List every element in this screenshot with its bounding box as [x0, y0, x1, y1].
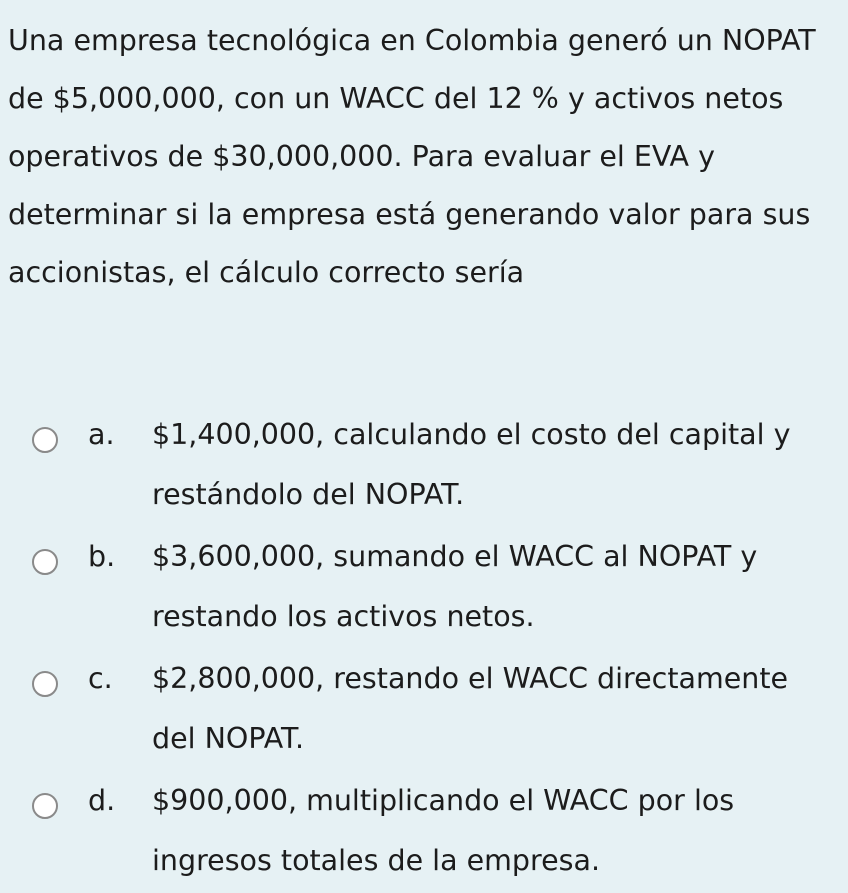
- radio-button-b[interactable]: [32, 549, 58, 575]
- option-letter: b.: [88, 540, 116, 573]
- radio-button-d[interactable]: [32, 793, 58, 819]
- option-text: $2,800,000, restando el WACC directamente del NOPAT.: [152, 662, 789, 755]
- option-a[interactable]: [0, 405, 848, 527]
- option-letter: a.: [88, 418, 115, 451]
- option-letter: c.: [88, 662, 113, 695]
- option-b[interactable]: [0, 527, 848, 649]
- option-text: $900,000, multiplicando el WACC por los ingresos totales de la empresa.: [152, 784, 735, 877]
- radio-button-a[interactable]: [32, 427, 58, 453]
- option-d[interactable]: [0, 771, 848, 893]
- option-letter: d.: [88, 784, 116, 817]
- option-text: $1,400,000, calculando el costo del capital y restándolo del NOPAT.: [152, 418, 791, 511]
- question-text: Una empresa tecnológica en Colombia generó un NOPAT de $5,000,000, con un WACC del 12 % y activos netos operativos de $30,000,000. Para evaluar el EVA y determinar si la empresa está generando valor para sus accionistas, el cálculo correcto sería: [8, 24, 816, 289]
- radio-button-c[interactable]: [32, 671, 58, 697]
- option-c[interactable]: [0, 649, 848, 771]
- answer-options: [0, 405, 848, 893]
- option-text: $3,600,000, sumando el WACC al NOPAT y restando los activos netos.: [152, 540, 758, 633]
